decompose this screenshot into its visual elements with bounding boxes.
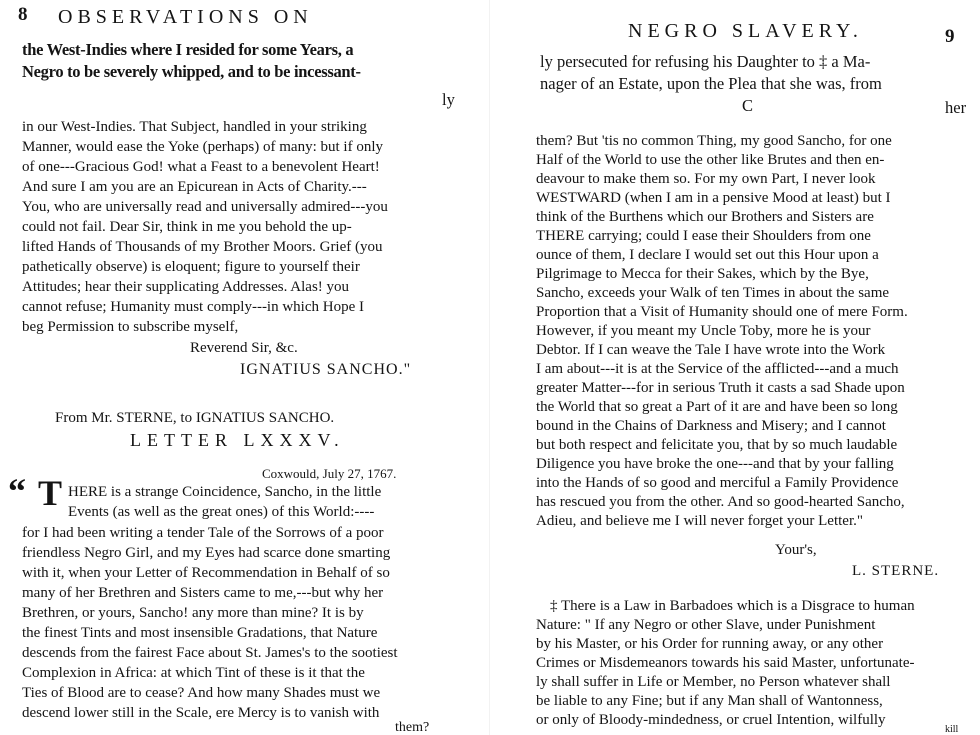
text-line: has rescued you from the other. And so good-hearted Sancho, <box>536 494 905 510</box>
overlap-line: ly <box>442 90 455 109</box>
text-line: think of the Burthens which our Brothers and Sisters are <box>536 209 874 225</box>
text-line: However, if you meant my Uncle Toby, more he is your <box>536 323 871 339</box>
page-number: 8 <box>18 4 28 25</box>
drop-cap: T <box>38 473 63 513</box>
page-number: 9 <box>945 26 955 47</box>
text-line: descend lower still in the Scale, ere Mercy is to vanish with <box>22 705 380 721</box>
text-line: cannot refuse; Humanity must comply---in which Hope I <box>22 299 364 315</box>
text-line: HERE is a strange Coincidence, Sancho, in the little <box>68 484 382 500</box>
text-line: Complexion in Africa: at which Tint of these is it that the <box>22 665 365 681</box>
text-line: but both respect and felicitate you, that by so much laudable <box>536 437 898 453</box>
footnote-line: Crimes or Misdemeanors towards his said Master, unfortunate- <box>536 655 915 671</box>
text-line: WESTWARD (when I am in a pensive Mood at least) but I <box>536 190 891 206</box>
text-line: into the Hands of so good and merciful a Family Providence <box>536 475 899 491</box>
text-line: pathetically observe) is eloquent; figure to yourself their <box>22 259 360 275</box>
text-line: friendless Negro Girl, and my Eyes had scarce done smarting <box>22 545 391 561</box>
text-line: You, who are universally read and universally admired---you <box>22 199 388 215</box>
footnote-line: Nature: " If any Negro or other Slave, under Punishment <box>536 617 876 633</box>
text-line: greater Matter---for in serious Truth it casts a sad Shade upon <box>536 380 905 396</box>
text-line: beg Permission to subscribe myself, <box>22 319 239 335</box>
closing: Your's, <box>775 542 817 558</box>
text-line: the World that so great a Part of it are and have been so long <box>536 399 898 415</box>
closing: Reverend Sir, &c. <box>190 340 298 356</box>
text-line: Proportion that a Visit of Humanity should one of mere Form. <box>536 304 908 320</box>
letter-heading: LETTER LXXXV. <box>130 430 345 450</box>
running-head: OBSERVATIONS ON <box>58 6 313 28</box>
dateline: Coxwould, July 27, 1767. <box>262 466 397 481</box>
text-line: ly persecuted for refusing his Daughter to ‡ a Ma- <box>540 52 871 71</box>
text-line: Attitudes; hear their supplicating Addresses. Alas! you <box>22 279 350 295</box>
opening-quote: “ <box>8 471 26 511</box>
text-line: of one---Gracious God! what a Feast to a benevolent Heart! <box>22 159 380 175</box>
text-line: nager of an Estate, upon the Plea that she was, from <box>540 74 882 93</box>
footnote-line: be liable to any Fine; but if any Man shall of Wantonness, <box>536 693 883 709</box>
text-line: deavour to make them so. For my own Part, I never look <box>536 171 876 187</box>
signature: L. STERNE. <box>852 563 940 579</box>
text-line: Brethren, or yours, Sancho! any more than mine? It is by <box>22 605 364 621</box>
text-line: Ties of Blood are to cease? And how many Shades must we <box>22 685 381 701</box>
text-line: for I had been writing a tender Tale of the Sorrows of a poor <box>22 525 384 541</box>
text-line: Events (as well as the great ones) of this World:---- <box>68 504 375 520</box>
from-line: From Mr. STERNE, to IGNATIUS SANCHO. <box>55 410 335 426</box>
text-line: Pilgrimage to Mecca for their Sakes, which by the Bye, <box>536 266 869 282</box>
catchword: her <box>945 98 967 117</box>
text-line: ounce of them, I declare I would set out this Hour upon a <box>536 247 879 263</box>
text-line: Half of the World to use the other like Brutes and then en- <box>536 152 885 168</box>
text-line: in our West-Indies. That Subject, handled in your striking <box>22 119 367 135</box>
text-line: many of her Brethren and Sisters came to me,---but why her <box>22 585 384 601</box>
text-line: I am about---it is at the Service of the afflicted---and a much <box>536 361 899 377</box>
footnote-line: or only of Bloody-mindedness, or cruel Intention, wilfully <box>536 712 886 728</box>
right-page <box>490 0 980 735</box>
text-line: Manner, would ease the Yoke (perhaps) of many: but if only <box>22 139 383 155</box>
catchword: them? <box>395 720 430 735</box>
signature: IGNATIUS SANCHO." <box>240 361 412 378</box>
footnote-line: ly shall suffer in Life or Member, no Person whatever shall <box>536 674 891 690</box>
text-line: Sancho, exceeds your Walk of ten Times in about the same <box>536 285 890 301</box>
text-line: And sure I am you are an Epicurean in Acts of Charity.--- <box>22 179 367 195</box>
text-line: bound in the Chains of Darkness and Misery; and I cannot <box>536 418 886 434</box>
text-line: Debtor. If I can weave the Tale I have wrote into the Work <box>536 342 886 358</box>
running-head: NEGRO SLAVERY. <box>628 20 863 42</box>
text-line: THERE carrying; could I ease their Shoulders from one <box>536 228 871 244</box>
overlap-line: the West-Indies where I resided for some Years, a <box>22 40 354 59</box>
text-line: Diligence you have broke the one---and that by your falling <box>536 456 894 472</box>
text-line: lifted Hands of Thousands of my Brother Moors. Grief (you <box>22 239 383 255</box>
overlap-line: Negro to be severely whipped, and to be incessant- <box>22 62 361 81</box>
text-line: the finest Tints and most insensible Gradations, that Nature <box>22 625 378 641</box>
text-line: Adieu, and believe me I will never forget your Letter." <box>536 513 863 529</box>
footnote-line: by his Master, or his Order for running away, or any other <box>536 636 884 652</box>
text-line: descends from the fairest Face about St. James's to the sootiest <box>22 645 398 661</box>
catchword: kill <box>945 724 959 735</box>
text-line: could not fail. Dear Sir, think in me you behold the up- <box>22 219 352 235</box>
text-line: with it, when your Letter of Recommendation in Behalf of so <box>22 565 390 581</box>
signature-mark: C <box>742 96 754 115</box>
text-line: them? But 'tis no common Thing, my good Sancho, for one <box>536 133 892 149</box>
footnote-line: ‡ There is a Law in Barbadoes which is a Disgrace to human <box>550 598 915 614</box>
